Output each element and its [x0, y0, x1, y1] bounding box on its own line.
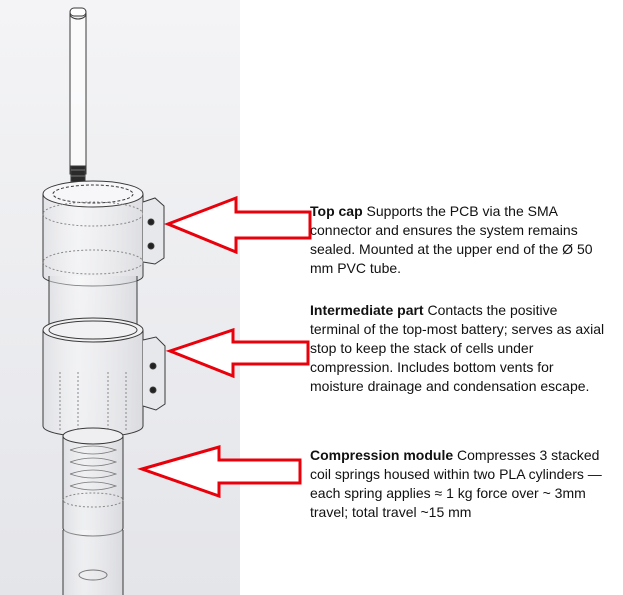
- top-cap-annotation: [310, 202, 610, 278]
- compression-module-annotation: [310, 446, 610, 522]
- top-cap-title: Top cap: [310, 203, 363, 219]
- compression-module-description: Compresses 3 stacked coil springs housed within two PLA cylinders — each spring applies ≈ 1 kg force over ~ 3mm travel; total travel ~15 mm: [310, 447, 602, 520]
- compression-module-title: Compression module: [310, 447, 454, 463]
- intermediate-part-description: Contacts the positive terminal of the top-most battery; serves as axial stop to keep the stack of cells under compression. Includes bottom vents for moisture drainage and condensation escape.: [310, 302, 605, 394]
- top-cap-description: Supports the PCB via the SMA connector and ensures the system remains sealed. Mounted at the upper end of the Ø 50 mm PVC tube.: [310, 203, 593, 276]
- lower-tube: [63, 530, 123, 595]
- compression-module: [63, 428, 123, 536]
- antenna: [70, 8, 86, 186]
- intermediate-part-title: Intermediate part: [310, 302, 424, 318]
- intermediate-part-annotation: [310, 301, 610, 396]
